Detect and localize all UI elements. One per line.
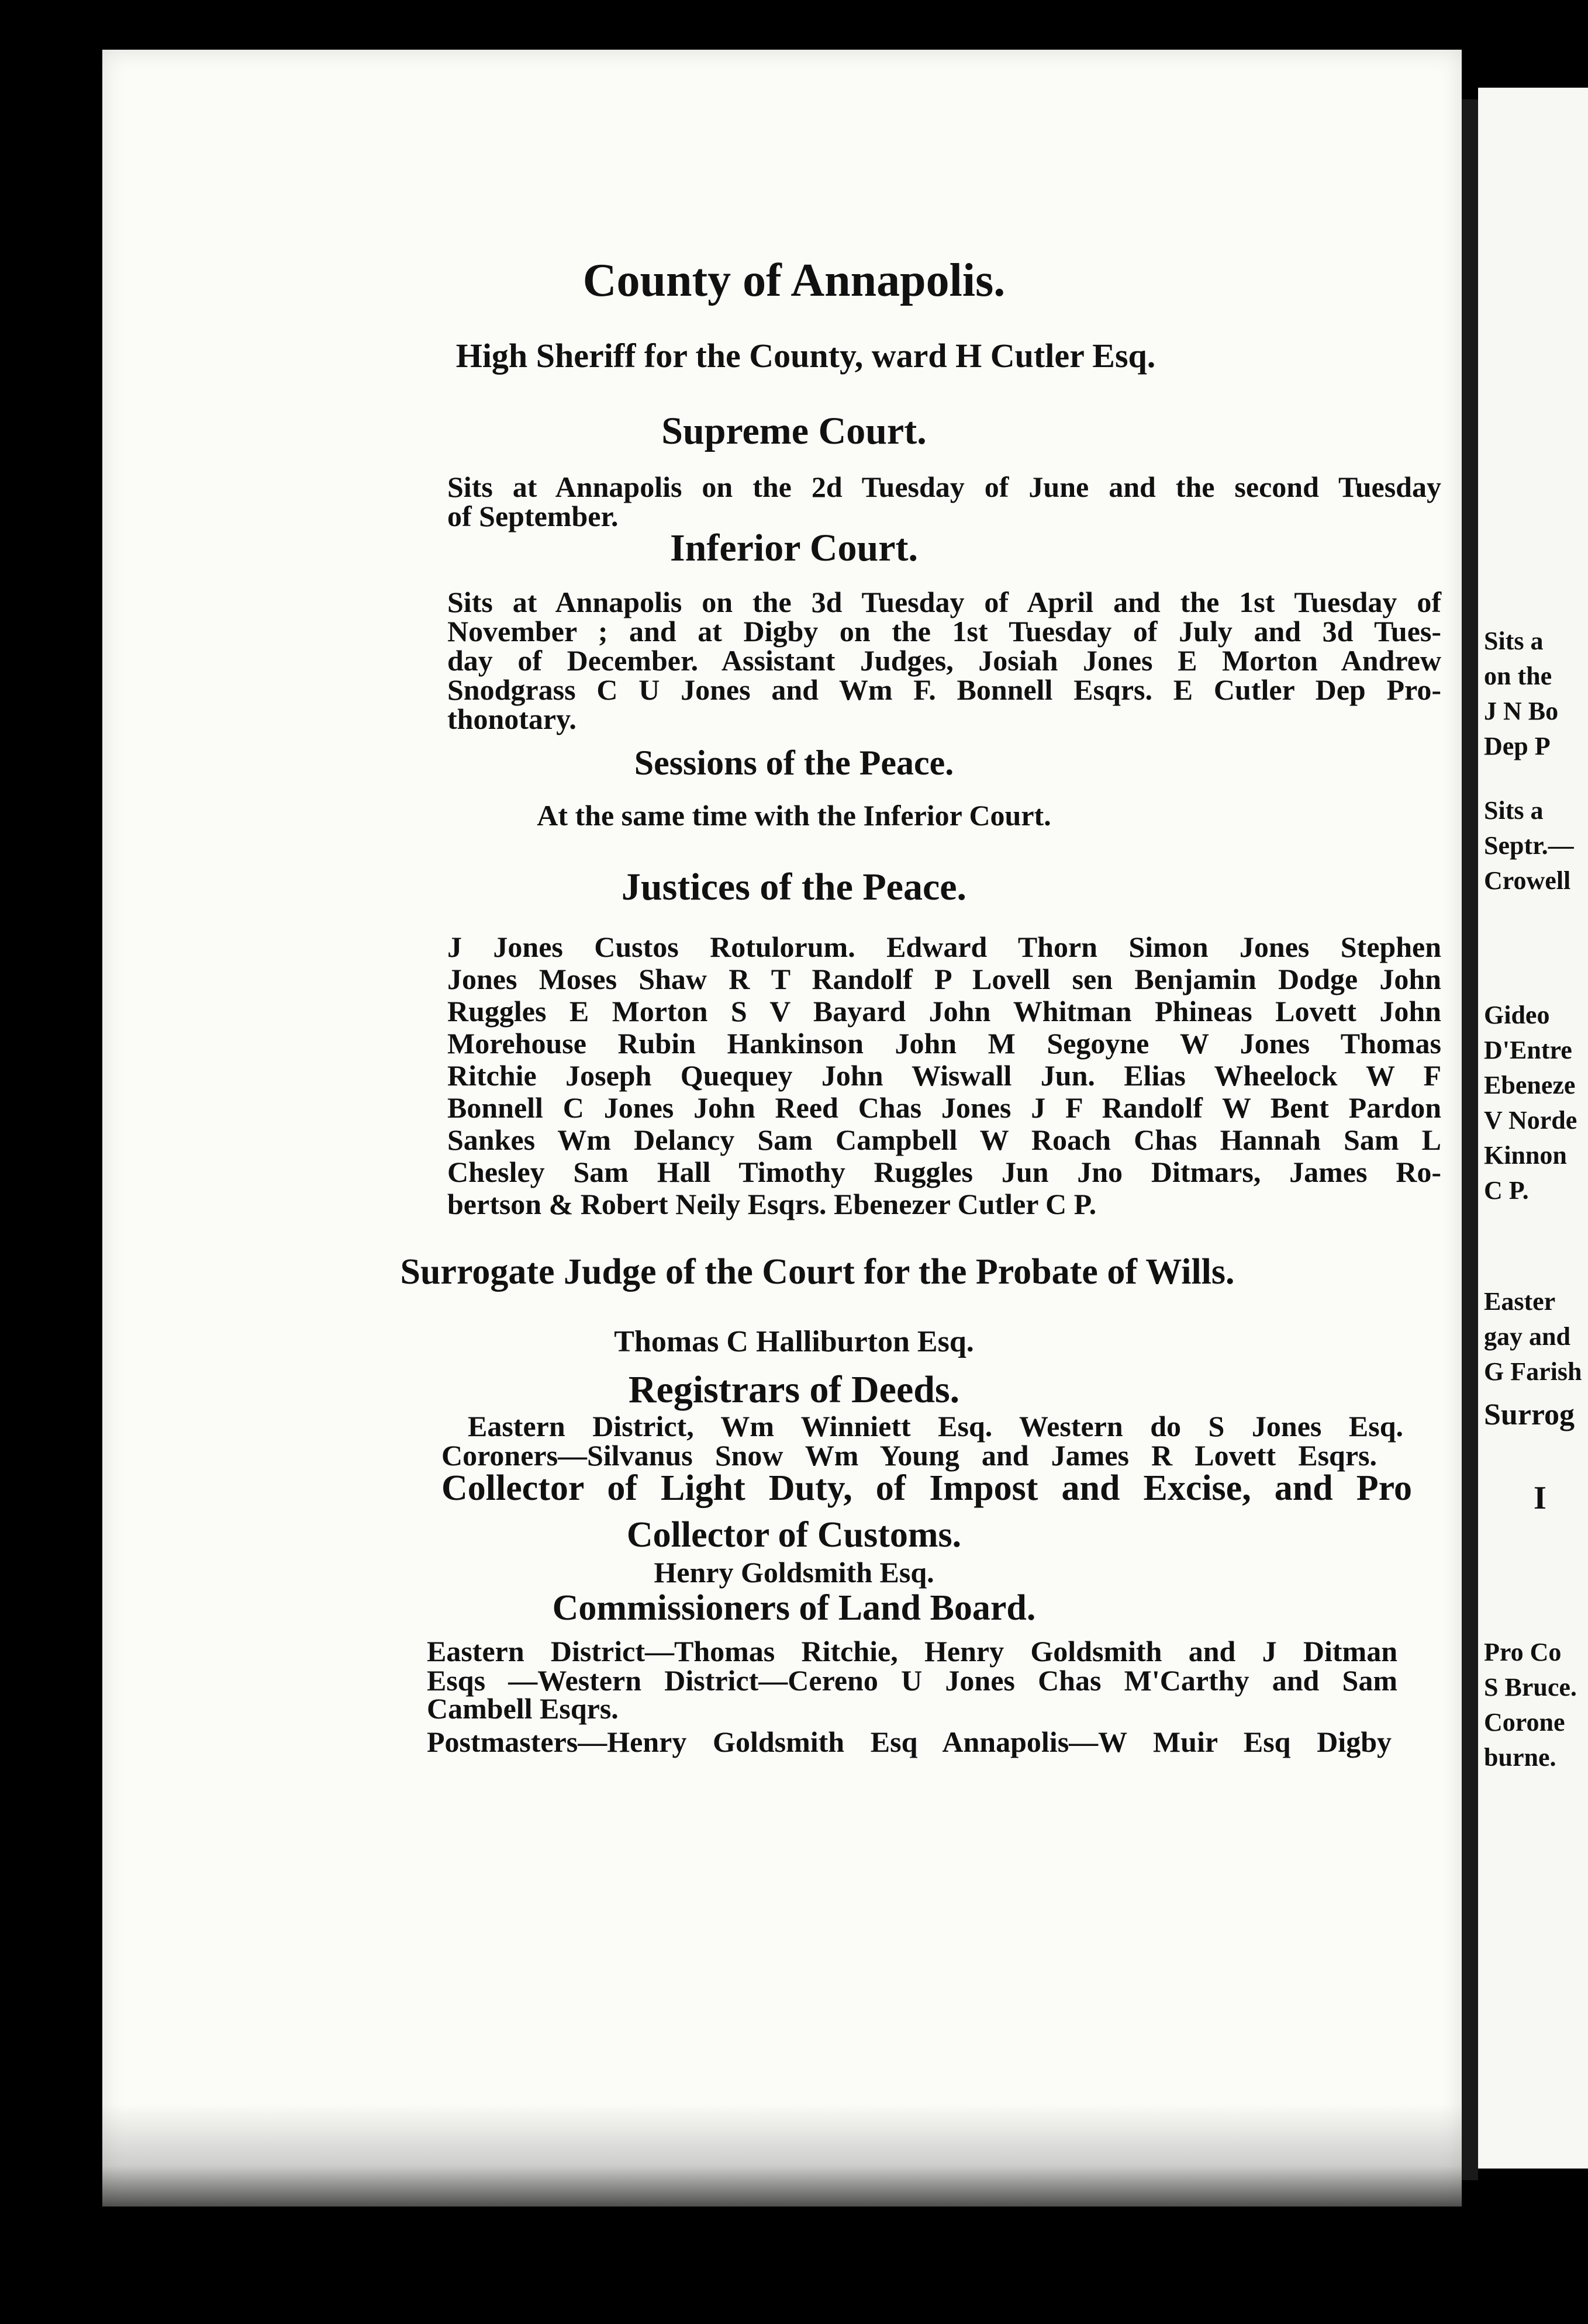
justices-line: Chesley Sam Hall Timothy Ruggles Jun Jno Ditmars, James Ro-	[447, 1156, 1441, 1188]
sheriff-line: High Sheriff for the County, ward H Cutler Esq.	[455, 337, 1156, 375]
collector-heading: Collector of Light Duty, of Impost and Excise, and Pro	[441, 1468, 1412, 1508]
justices-line: bertson & Robert Neily Esqrs. Ebenezer Cutler C P.	[447, 1188, 1097, 1220]
justices-line: Ruggles E Morton S V Bayard John Whitman Phineas Lovett John	[447, 995, 1441, 1028]
justices-line: Morehouse Rubin Hankinson John M Segoyne W Jones Thomas	[447, 1027, 1441, 1060]
justices-line: Jones Moses Shaw R T Randolf P Lovell sen Benjamin Dodge John	[447, 963, 1441, 995]
inferior-court-line: thonotary.	[447, 703, 576, 735]
next-page-line: Surrog	[1484, 1398, 1575, 1431]
next-page-line: Corone	[1484, 1708, 1565, 1737]
supreme-court-line: Sits at Annapolis on the 2d Tuesday of June and the second Tuesday	[447, 471, 1441, 503]
land-board-line: Eastern District—Thomas Ritchie, Henry Goldsmith and J Ditman	[427, 1635, 1397, 1668]
inferior-court-heading: Inferior Court.	[669, 527, 919, 569]
next-page-line: Sits a	[1484, 627, 1544, 655]
next-page-line: Gideo	[1484, 1001, 1550, 1029]
next-page-line: I	[1534, 1480, 1546, 1516]
surrogate-line: Thomas C Halliburton Esq.	[614, 1325, 974, 1358]
next-page-line: D'Entre	[1484, 1036, 1572, 1064]
postmasters-line: Postmasters—Henry Goldsmith Esq Annapolis—W Muir Esq Digby	[427, 1725, 1392, 1758]
next-page-line: Sits a	[1484, 796, 1544, 825]
collector-heading-2: Collector of Customs.	[626, 1515, 962, 1555]
next-page-line: burne.	[1484, 1743, 1556, 1772]
next-page-line: V Norde	[1484, 1106, 1577, 1135]
book-gutter	[1462, 99, 1478, 2180]
inferior-court-line: Sits at Annapolis on the 3d Tuesday of April and the 1st Tuesday of	[447, 586, 1441, 618]
next-page-line: Pro Co	[1484, 1638, 1562, 1666]
justices-line: Ritchie Joseph Quequey John Wiswall Jun. Elias Wheelock W F	[447, 1059, 1441, 1092]
surrogate-heading: Surrogate Judge of the Court for the Probate of Wills.	[400, 1252, 1235, 1292]
land-board-line: Cambell Esqrs.	[427, 1692, 619, 1725]
sessions-heading: Sessions of the Peace.	[634, 743, 954, 782]
next-page-line: S Bruce.	[1484, 1673, 1577, 1702]
page-bottom-shading	[102, 2104, 1462, 2207]
justices-heading: Justices of the Peace.	[621, 866, 967, 908]
inferior-court-line: November ; and at Digby on the 1st Tuesday of July and 3d Tues-	[447, 615, 1441, 648]
next-page-line: Kinnon	[1484, 1141, 1567, 1170]
sessions-line: At the same time with the Inferior Court.	[537, 799, 1051, 832]
next-page-line: J N Bo	[1484, 697, 1559, 725]
land-board-heading: Commissioners of Land Board.	[552, 1588, 1036, 1628]
next-page-line: gay and	[1484, 1322, 1570, 1351]
registrars-line: Coroners—Silvanus Snow Wm Young and James R Lovett Esqrs.	[441, 1439, 1377, 1472]
supreme-court-line: of September.	[447, 500, 619, 532]
justices-line: Sankes Wm Delancy Sam Campbell W Roach Chas Hannah Sam L	[447, 1123, 1441, 1156]
next-page-line: Easter	[1484, 1287, 1556, 1316]
next-page-line: G Farish	[1484, 1357, 1582, 1386]
next-page-line: Ebeneze	[1484, 1071, 1576, 1099]
justices-line: J Jones Custos Rotulorum. Edward Thorn Simon Jones Stephen	[447, 931, 1441, 963]
next-page-line: Dep P	[1484, 732, 1551, 760]
next-page-line: Septr.—	[1484, 831, 1574, 860]
collector-line: Henry Goldsmith Esq.	[654, 1556, 934, 1589]
supreme-court-heading: Supreme Court.	[661, 410, 927, 452]
next-page-line: Crowell	[1484, 866, 1571, 895]
inferior-court-line: Snodgrass C U Jones and Wm F. Bonnell Esqrs. E Cutler Dep Pro-	[447, 673, 1441, 706]
next-page-line: on the	[1484, 662, 1552, 690]
land-board-line: Esqs —Western District—Cereno U Jones Chas M'Carthy and Sam	[427, 1664, 1397, 1697]
next-page-line: C P.	[1484, 1176, 1529, 1205]
inferior-court-line: day of December. Assistant Judges, Josiah Jones E Morton Andrew	[447, 644, 1441, 677]
page-title: County of Annapolis.	[582, 255, 1006, 306]
adjacent-page	[1478, 88, 1588, 2169]
registrars-line: Eastern District, Wm Winniett Esq. Western do S Jones Esq.	[468, 1410, 1403, 1443]
justices-line: Bonnell C Jones John Reed Chas Jones J F Randolf W Bent Pardon	[447, 1091, 1441, 1124]
registrars-heading: Registrars of Deeds.	[628, 1368, 960, 1411]
